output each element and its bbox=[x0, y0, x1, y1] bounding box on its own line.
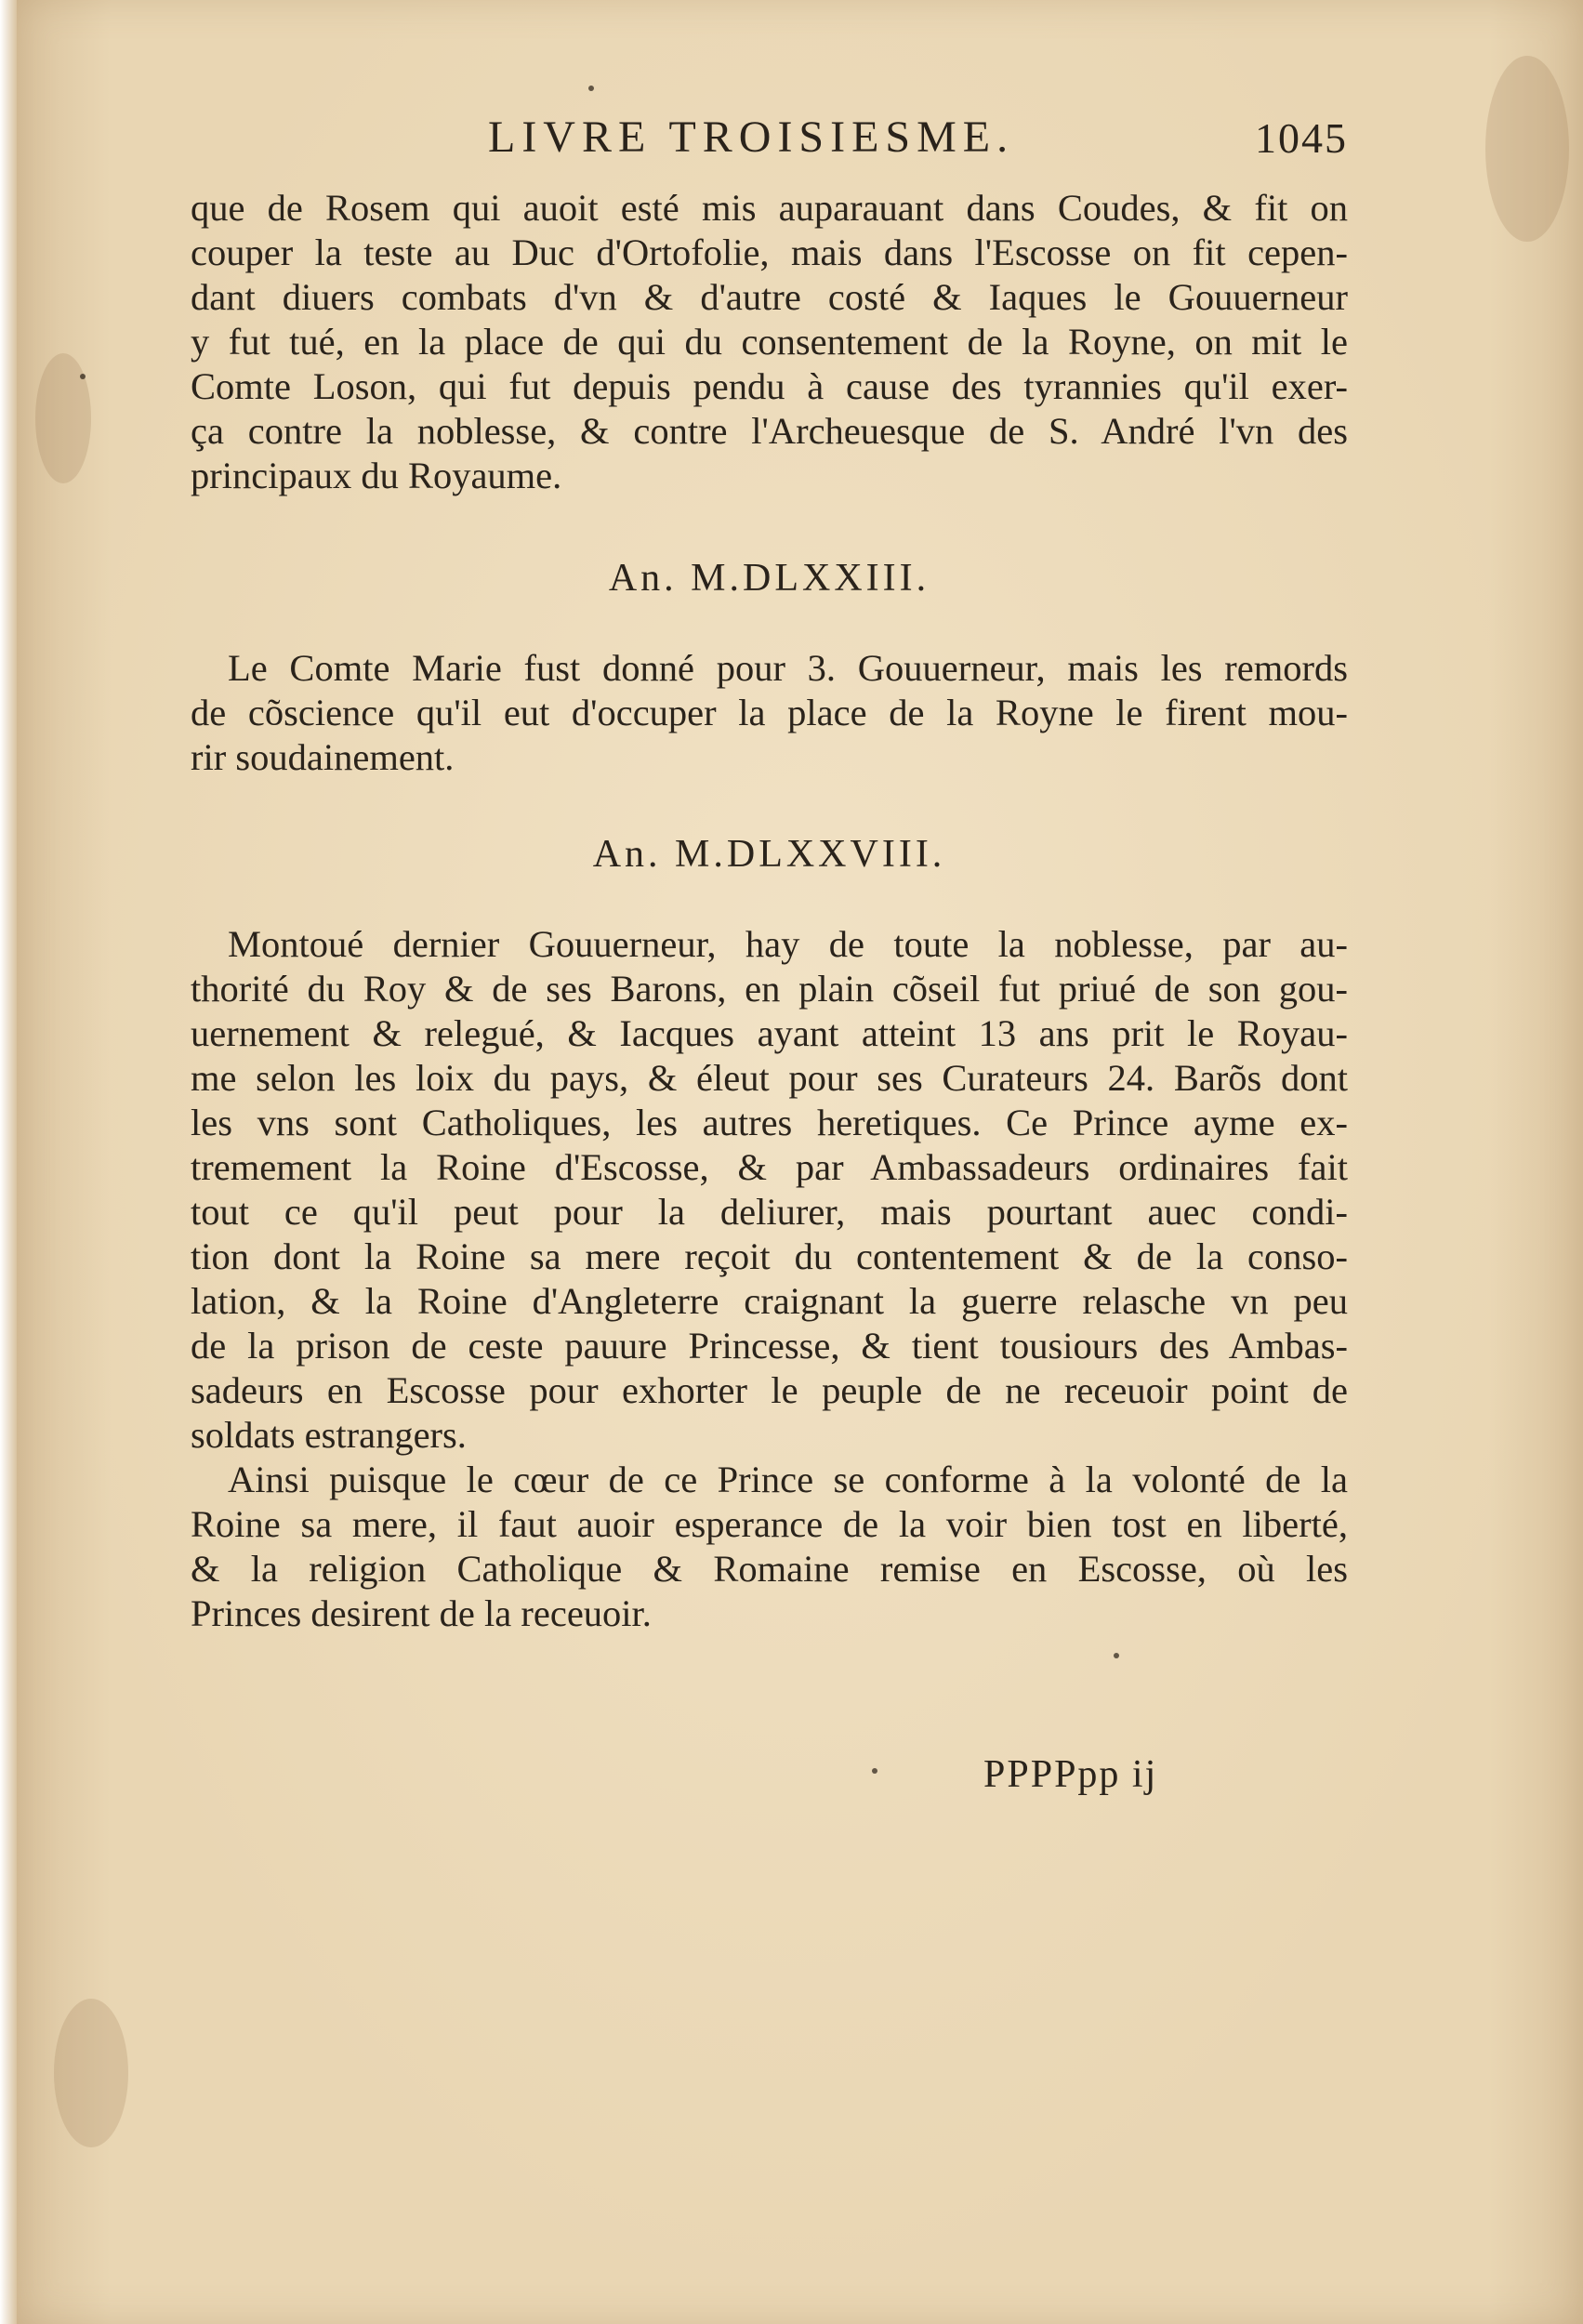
paper-stain bbox=[1485, 56, 1569, 242]
text-line: Roine sa mere, il faut auoir esperance de la voir bien tost en liberté, bbox=[191, 1503, 1348, 1545]
text-line: de la prison de ceste pauure Princesse, & tient tousiours des Ambas- bbox=[191, 1325, 1348, 1367]
text-line: Princes desirent de la receuoir. bbox=[191, 1592, 652, 1634]
year-heading: An. M.DLXXVIII. bbox=[592, 833, 946, 876]
ink-spot bbox=[1114, 1653, 1119, 1658]
ink-spot bbox=[588, 86, 594, 91]
text-line: thorité du Roy & de ses Barons, en plain cõseil fut priué de son gou- bbox=[191, 968, 1348, 1010]
paragraph-continuation bbox=[191, 186, 1348, 498]
page-number: 1045 bbox=[1255, 114, 1348, 162]
ink-spot bbox=[872, 1768, 877, 1774]
text-line: couper la teste au Duc d'Ortofolie, mais dans l'Escosse on fit cepen- bbox=[191, 231, 1348, 273]
text-line: les vns sont Catholiques, les autres heretiques. Ce Prince ayme ex- bbox=[191, 1102, 1348, 1143]
text-line: soldats estrangers. bbox=[191, 1414, 467, 1456]
text-line: Le Comte Marie fust donné pour 3. Gouuerneur, mais les remords bbox=[228, 647, 1348, 689]
text-line: ça contre la noblesse, & contre l'Archeuesque de S. André l'vn des bbox=[191, 410, 1348, 452]
text-line: tion dont la Roine sa mere reçoit du contentement & de la conso- bbox=[191, 1235, 1348, 1277]
text-line: lation, & la Roine d'Angleterre craignant la guerre relasche vn peu bbox=[191, 1280, 1348, 1322]
text-line: me selon les loix du pays, & éleut pour ses Curateurs 24. Barõs dont bbox=[191, 1057, 1348, 1099]
paper-stain bbox=[35, 353, 91, 483]
paragraph-ainsi bbox=[191, 1458, 1348, 1636]
running-title: LIVRE TROISIESME. bbox=[488, 112, 1015, 162]
running-head bbox=[186, 112, 1348, 177]
text-line: Ainsi puisque le cœur de ce Prince se conforme à la volonté de la bbox=[228, 1459, 1348, 1500]
year-heading: An. M.DLXXIII. bbox=[608, 557, 930, 600]
paragraph-comte-marie bbox=[191, 646, 1348, 780]
text-line: tout ce qu'il peut pour la deliurer, mais pourtant auec condi- bbox=[191, 1191, 1348, 1233]
page-edge bbox=[0, 0, 17, 2324]
ink-spot bbox=[80, 374, 86, 379]
text-line: Montoué dernier Gouuerneur, hay de toute la noblesse, par au- bbox=[228, 923, 1348, 965]
text-line: sadeurs en Escosse pour exhorter le peuple de ne receuoir point de bbox=[191, 1369, 1348, 1411]
text-line: dant diuers combats d'vn & d'autre costé & Iaques le Gouuerneur bbox=[191, 276, 1348, 318]
paper-stain bbox=[54, 1999, 128, 2147]
paragraph-montoue bbox=[191, 922, 1348, 1458]
text-line: rir soudainement. bbox=[191, 736, 455, 778]
text-line: y fut tué, en la place de qui du consentement de la Royne, on mit le bbox=[191, 321, 1348, 363]
signature-mark: PPPPpp ij bbox=[983, 1753, 1158, 1796]
text-line: Comte Loson, qui fut depuis pendu à cause des tyrannies qu'il exer- bbox=[191, 365, 1348, 407]
text-line: uernement & relegué, & Iacques ayant atteint 13 ans prit le Royau- bbox=[191, 1012, 1348, 1054]
text-line: de cõscience qu'il eut d'occuper la place de la Royne le firent mou- bbox=[191, 692, 1348, 733]
text-line: que de Rosem qui auoit esté mis auparauant dans Coudes, & fit on bbox=[191, 187, 1348, 229]
text-line: tremement la Roine d'Escosse, & par Ambassadeurs ordinaires fait bbox=[191, 1146, 1348, 1188]
text-line: principaux du Royaume. bbox=[191, 455, 562, 496]
text-line: & la religion Catholique & Romaine remise en Escosse, où les bbox=[191, 1548, 1348, 1590]
